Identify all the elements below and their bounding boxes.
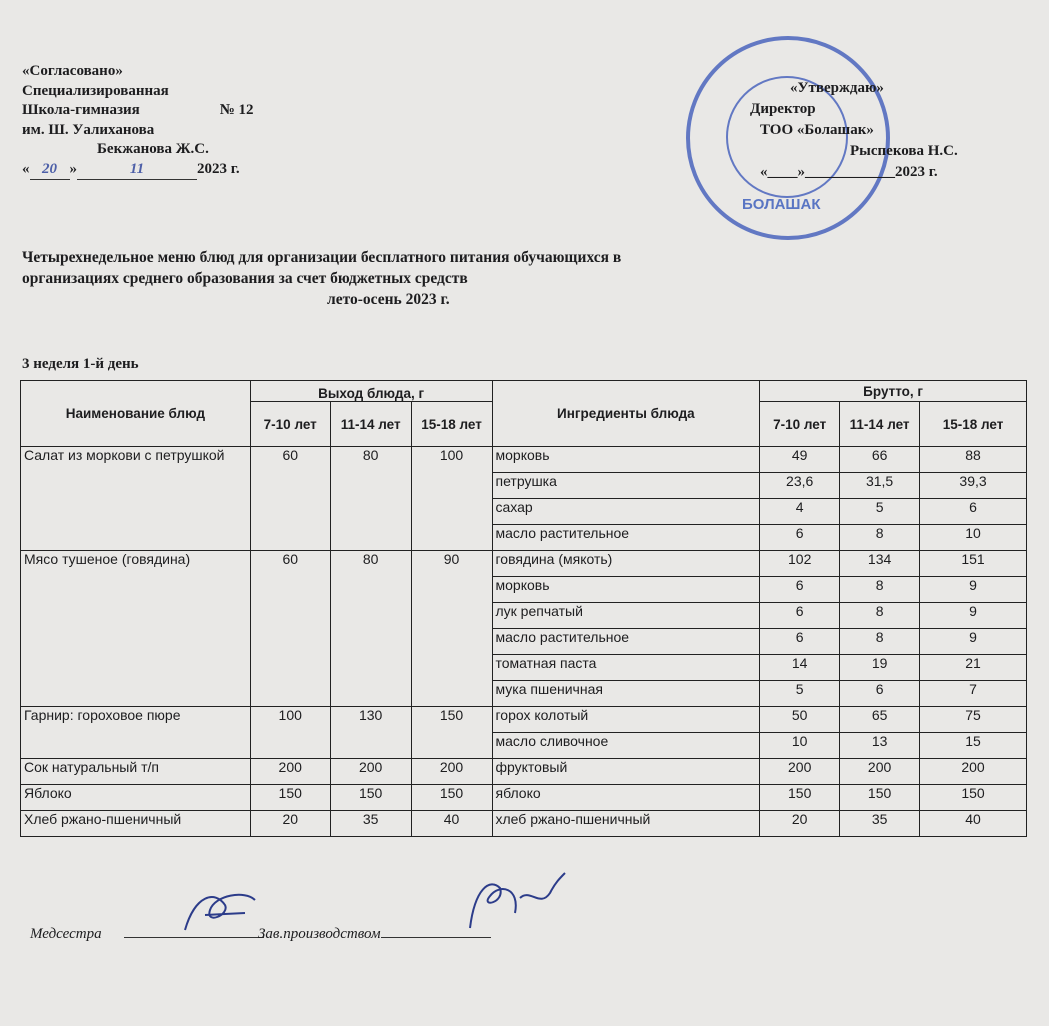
title-line: организациях среднего образования за счет бюджетных средств [22, 270, 468, 287]
dish-output: 200 [250, 759, 330, 785]
ingredient-name: масло сливочное [492, 733, 760, 759]
ingredient-brutto: 21 [920, 655, 1027, 681]
date-month: 11 [77, 160, 197, 181]
stamp-logo: БОЛАШАК [742, 196, 821, 213]
ingredient-name: томатная паста [492, 655, 760, 681]
ingredient-brutto: 39,3 [920, 473, 1027, 499]
nurse-label: Медсестра [30, 926, 102, 942]
ingredient-brutto: 200 [840, 759, 920, 785]
ingredient-name: масло растительное [492, 629, 760, 655]
ingredient-brutto: 102 [760, 551, 840, 577]
ingredient-brutto: 4 [760, 499, 840, 525]
ingredient-name: петрушка [492, 473, 760, 499]
ingredient-name: морковь [492, 447, 760, 473]
ingredient-name: масло растительное [492, 525, 760, 551]
ingredient-brutto: 14 [760, 655, 840, 681]
header-age: 7-10 лет [760, 402, 840, 447]
header-age: 15-18 лет [920, 402, 1027, 447]
ingredient-brutto: 6 [760, 603, 840, 629]
dish-output: 100 [411, 447, 492, 551]
ingredient-brutto: 8 [840, 525, 920, 551]
ingredient-brutto: 19 [840, 655, 920, 681]
approval-line: Специализированная [22, 82, 169, 99]
dish-name: Мясо тушеное (говядина) [21, 551, 251, 707]
dish-output: 150 [411, 707, 492, 759]
ingredient-name: сахар [492, 499, 760, 525]
day-label: 3 неделя 1-й день [22, 356, 139, 372]
dish-output: 150 [250, 785, 330, 811]
dish-output: 200 [330, 759, 411, 785]
ingredient-brutto: 200 [920, 759, 1027, 785]
ingredient-brutto: 151 [920, 551, 1027, 577]
dish-output: 60 [250, 447, 330, 551]
ingredient-brutto: 6 [920, 499, 1027, 525]
approval-line: Директор [750, 101, 816, 117]
ingredient-brutto: 8 [840, 603, 920, 629]
dish-output: 80 [330, 551, 411, 707]
ingredient-brutto: 31,5 [840, 473, 920, 499]
dish-output: 20 [250, 811, 330, 837]
approver-name: Рыспекова Н.С. [850, 143, 958, 159]
ingredient-name: говядина (мякоть) [492, 551, 760, 577]
ingredient-brutto: 10 [760, 733, 840, 759]
ingredient-brutto: 7 [920, 681, 1027, 707]
date-day: 20 [30, 160, 70, 181]
manager-signature [258, 926, 491, 943]
dish-output: 100 [250, 707, 330, 759]
title-line: лето-осень 2023 г. [327, 291, 450, 308]
ingredient-brutto: 49 [760, 447, 840, 473]
ingredient-brutto: 50 [760, 707, 840, 733]
document-title [22, 247, 822, 310]
approval-line: «Согласовано» [22, 63, 123, 79]
ingredient-brutto: 6 [760, 629, 840, 655]
approver-name [22, 140, 254, 160]
ingredient-brutto: 15 [920, 733, 1027, 759]
ingredient-name: яблоко [492, 785, 760, 811]
dish-output: 40 [411, 811, 492, 837]
ingredient-brutto: 9 [920, 577, 1027, 603]
ingredient-brutto: 150 [840, 785, 920, 811]
ingredient-brutto: 5 [760, 681, 840, 707]
approval-right [740, 78, 958, 183]
ingredient-brutto: 13 [840, 733, 920, 759]
dish-output: 150 [330, 785, 411, 811]
school-number: № 12 [219, 102, 254, 118]
ingredient-brutto: 6 [760, 525, 840, 551]
ingredient-brutto: 9 [920, 603, 1027, 629]
table-row [21, 707, 1027, 733]
dish-output: 200 [411, 759, 492, 785]
approval-line: «Утверждаю» [790, 80, 884, 96]
dish-name: Хлеб ржано-пшеничный [21, 811, 251, 837]
ingredient-brutto: 75 [920, 707, 1027, 733]
ingredient-brutto: 66 [840, 447, 920, 473]
table-row [21, 759, 1027, 785]
dish-name: Яблоко [21, 785, 251, 811]
ingredient-brutto: 134 [840, 551, 920, 577]
nurse-signature-scribble [175, 885, 265, 940]
table-row [21, 447, 1027, 473]
dish-output: 35 [330, 811, 411, 837]
dish-output: 80 [330, 447, 411, 551]
ingredient-brutto: 88 [920, 447, 1027, 473]
table-row [21, 811, 1027, 837]
ingredient-name: горох колотый [492, 707, 760, 733]
menu-table-body [21, 447, 1027, 837]
ingredient-brutto: 20 [760, 811, 840, 837]
ingredient-brutto: 6 [760, 577, 840, 603]
ingredient-name: морковь [492, 577, 760, 603]
ingredient-brutto: 6 [840, 681, 920, 707]
header-age: 7-10 лет [250, 402, 330, 447]
dish-name: Сок натуральный т/п [21, 759, 251, 785]
header-age: 11-14 лет [330, 402, 411, 447]
header-age: 11-14 лет [840, 402, 920, 447]
menu-table [20, 380, 1027, 837]
table-row [21, 785, 1027, 811]
header-ingredients: Ингредиенты блюда [492, 381, 760, 447]
ingredient-name: хлеб ржано-пшеничный [492, 811, 760, 837]
title-line: Четырехнедельное меню блюд для организации бесплатного питания обучающихся в [22, 249, 622, 266]
approval-line [22, 101, 254, 121]
approval-line: ТОО «Болашак» [760, 122, 874, 138]
ingredient-brutto: 23,6 [760, 473, 840, 499]
ingredient-brutto: 150 [760, 785, 840, 811]
manager-label: Зав.производством [258, 926, 381, 942]
header-age: 15-18 лет [411, 402, 492, 447]
dish-output: 60 [250, 551, 330, 707]
ingredient-brutto: 10 [920, 525, 1027, 551]
date-year: 2023 г. [197, 160, 240, 177]
dish-output: 130 [330, 707, 411, 759]
approval-date: « 20 » 11 2023 г. [22, 160, 254, 181]
ingredient-brutto: 200 [760, 759, 840, 785]
approval-date: «____»____________2023 г. [760, 164, 938, 180]
dish-output: 90 [411, 551, 492, 707]
ingredient-brutto: 65 [840, 707, 920, 733]
header-name: Наименование блюд [21, 381, 251, 447]
ingredient-brutto: 9 [920, 629, 1027, 655]
manager-signature-scribble [460, 868, 570, 938]
ingredient-brutto: 150 [920, 785, 1027, 811]
dish-name: Салат из моркови с петрушкой [21, 447, 251, 551]
ingredient-brutto: 35 [840, 811, 920, 837]
header-output: Выход блюда, г [250, 381, 492, 402]
ingredient-name: фруктовый [492, 759, 760, 785]
approval-left [22, 62, 254, 180]
table-row [21, 551, 1027, 577]
ingredient-name: мука пшеничная [492, 681, 760, 707]
ingredient-brutto: 8 [840, 577, 920, 603]
ingredient-brutto: 40 [920, 811, 1027, 837]
ingredient-name: лук репчатый [492, 603, 760, 629]
approver-name-text: Бекжанова Ж.С. [97, 141, 209, 157]
ingredient-brutto: 8 [840, 629, 920, 655]
header-brutto: Брутто, г [760, 381, 1027, 402]
dish-name: Гарнир: гороховое пюре [21, 707, 251, 759]
approval-line-text: Школа-гимназия [22, 102, 140, 118]
approval-line: им. Ш. Уалиханова [22, 121, 155, 138]
dish-output: 150 [411, 785, 492, 811]
ingredient-brutto: 5 [840, 499, 920, 525]
